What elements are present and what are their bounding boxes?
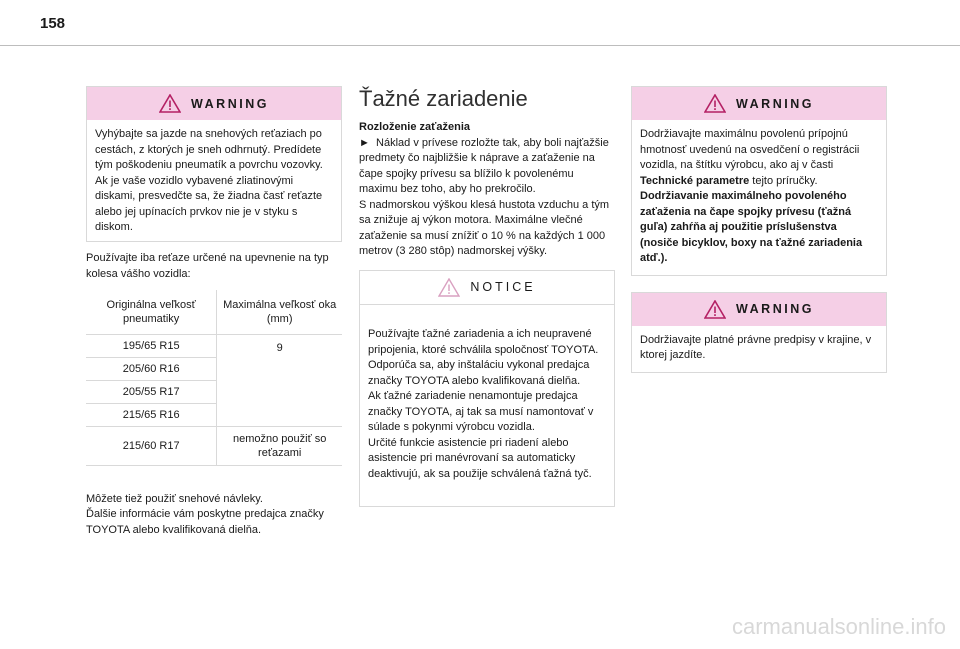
- tire-chain-table: [86, 290, 342, 466]
- warning-text: [632, 120, 886, 275]
- bullet-arrow-icon: ►: [359, 136, 370, 149]
- chains-outro-text: Môžete tiež použiť snehové návleky. Ďalšie informácie vám poskytne predajca značky TOYOTA alebo kvalifikovaná dielňa.: [86, 492, 324, 536]
- column-1: [86, 86, 342, 554]
- link-size-cell: nemožno použiť so reťazami: [217, 427, 342, 466]
- load-distribution-section: [359, 120, 615, 260]
- chains-intro-text: Používajte iba reťaze určené na upevnenie na typ kolesa vášho vozidla:: [86, 252, 329, 280]
- warning-title: WARNING: [191, 96, 269, 111]
- watermark: carmanualsonline.info: [731, 614, 946, 639]
- warning-box-towing-load: [631, 86, 887, 276]
- section-reference: Technické parametre: [640, 174, 750, 187]
- warning-paragraph: [640, 127, 878, 189]
- warning-header: [632, 87, 886, 120]
- column-3: [631, 86, 887, 373]
- table-header-cell: Maximálna veľkosť oka (mm): [217, 290, 342, 335]
- warning-text: [87, 120, 341, 244]
- notice-title: NOTICE: [470, 280, 536, 294]
- top-divider: [0, 45, 960, 46]
- warning-text: [632, 326, 886, 372]
- table-row: [86, 427, 342, 466]
- table-row: [86, 335, 342, 358]
- notice-triangle-icon: [438, 278, 460, 297]
- tire-size-cell: 205/55 R17: [86, 381, 217, 404]
- notice-header: [360, 271, 614, 305]
- tire-size-cell: 195/65 R15: [86, 335, 217, 358]
- warning-title: WARNING: [736, 302, 814, 316]
- link-size-cell: 9: [217, 335, 342, 427]
- section-subheading: Rozloženie zaťaženia: [359, 121, 471, 133]
- warning-text-part: tejto príručky.: [749, 174, 818, 187]
- warning-box-snow-chains: [86, 86, 342, 242]
- chains-outro: [86, 476, 342, 554]
- warning-paragraph: Dodržiavajte platné právne predpisy v krajine, v ktorej jazdíte.: [640, 333, 872, 361]
- altitude-paragraph: S nadmorskou výškou klesá hustota vzduchu a tým sa znižuje aj výkon motora. Maximálne vlečné zaťaženie sa musí znížiť o 10 % na každých 1 000 metrov (3 280 stôp) nadmorskej výšky.: [359, 198, 610, 257]
- page-number: 158: [40, 15, 66, 32]
- page-title: Ťažné zariadenie: [359, 86, 528, 111]
- tire-size-cell: 215/65 R16: [86, 404, 217, 427]
- warning-triangle-icon: [704, 300, 726, 319]
- bullet-paragraph: [359, 136, 615, 198]
- notice-box: [359, 270, 615, 507]
- notice-text: [360, 305, 614, 506]
- chains-intro: [86, 251, 342, 282]
- table-header-cell: Originálna veľkosť pneumatiky: [86, 290, 217, 335]
- warning-text-part: Dodržiavajte maximálnu povolenú prípojnú hmotnosť uvedenú na osvedčení o registrácii vozidla, na štítku výrobcu, ako aj v časti: [640, 128, 860, 171]
- bullet-text: Náklad v prívese rozložte tak, aby boli najťažšie predmety čo najbližšie k náprave a zaťaženie na čape spojky prívesu sa blížilo k povolenému maximu bez toho, aby ho prekročilo.: [359, 136, 609, 195]
- tire-size-cell: 205/60 R16: [86, 358, 217, 381]
- warning-paragraph: Vyhýbajte sa jazde na snehových reťaziach po cestách, z ktorých je sneh odhrnutý. Predídete tým poškodeniu pneumatík a povrchu vozovky. Ak je vaše vozidlo vybavené zliatinovými diskami, presvedčte sa, že žiadna časť reťazte alebo jej upínacích prvkov nie je v styku s diskom.: [95, 128, 323, 233]
- warning-title: WARNING: [736, 96, 814, 111]
- tire-size-cell: 215/60 R17: [86, 427, 217, 466]
- warning-header: [87, 87, 341, 120]
- notice-paragraph: Používajte ťažné zariadenia a ich neupravené pripojenia, ktoré schválila spoločnosť TOYOTA. Odporúča sa, aby inštaláciu vykonal predajca značky TOYOTA alebo kvalifikovaná dielňa. Ak ťažné zariadenie nenamontuje predajca značky TOYOTA, aj tak sa musí namontovať v súlade s pokynmi výrobcu vozidla. Určité funkcie asistencie pri riadení alebo asistencie pri manévrovaní sa automaticky deaktivujú, ak sa použije schválená ťažná tyč.: [368, 328, 599, 480]
- warning-triangle-icon: [159, 94, 181, 113]
- column-2: [359, 86, 615, 507]
- warning-bold-paragraph: Dodržiavanie maximálneho povoleného zaťaženia na čape spojky prívesu (ťažná guľa) zahŕňa aj použitie príslušenstva (nosiče bicyklov, boxy na ťažné zariadenia atď.).: [640, 190, 863, 264]
- warning-header: [632, 293, 886, 326]
- warning-triangle-icon: [704, 94, 726, 113]
- warning-box-legal: [631, 292, 887, 373]
- table-header-row: [86, 290, 342, 335]
